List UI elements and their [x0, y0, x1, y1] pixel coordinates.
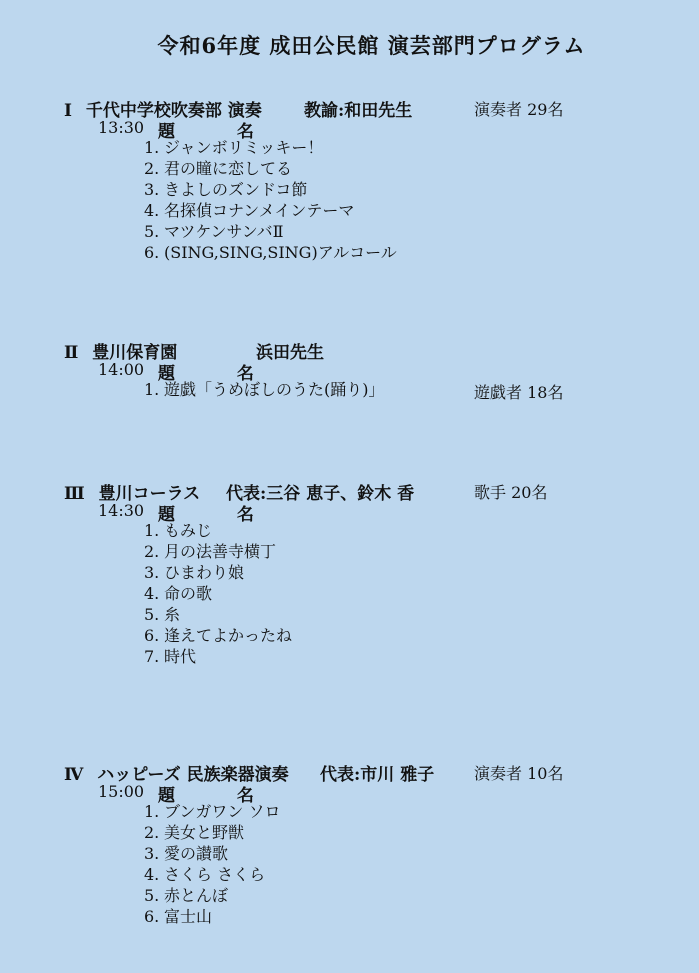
song-list	[144, 137, 397, 263]
list-item: 3. きよしのズンドコ節	[144, 180, 308, 199]
list-item: 1. もみじ	[144, 521, 213, 540]
section-numeral: Ⅰ	[64, 101, 72, 121]
group-name: ハッピーズ 民族楽器演奏	[97, 765, 289, 785]
start-time: 14:30	[98, 501, 145, 520]
titles-label: 題 名	[158, 786, 282, 806]
leader-name: 教諭:和田先生	[304, 101, 413, 121]
group-name: 千代中学校吹奏部 演奏	[85, 101, 262, 121]
start-time: 15:00	[98, 782, 145, 801]
leader-name: 代表:市川 雅子	[320, 765, 435, 785]
performer-count: 演奏者 29名	[474, 100, 564, 119]
list-item: 7. 時代	[144, 647, 197, 666]
group-name: 豊川保育園	[92, 343, 178, 363]
list-item: 2. 美女と野獣	[144, 823, 245, 842]
start-time: 13:30	[98, 118, 145, 137]
leader-name: 代表:三谷 恵子、鈴木 香	[226, 484, 415, 504]
titles-label: 題 名	[158, 364, 282, 384]
list-item: 5. 赤とんぼ	[144, 886, 229, 905]
list-item: 4. 名探偵コナンメインテーマ	[144, 201, 355, 220]
song-list	[144, 801, 280, 927]
list-item: 3. 愛の讃歌	[144, 844, 229, 863]
performer-count: 歌手 20名	[474, 483, 548, 502]
list-item: 4. 命の歌	[144, 584, 213, 603]
list-item: 5. 糸	[144, 605, 181, 624]
list-item: 1. 遊戯「うめぼしのうた(踊り)」	[144, 380, 385, 399]
list-item: 1. ジャンボリミッキー！	[144, 138, 324, 157]
list-item: 6. 逢えてよかったね	[144, 626, 293, 645]
performer-count: 演奏者 10名	[474, 764, 564, 783]
section-numeral: Ⅳ	[64, 765, 84, 785]
group-name: 豊川コーラス	[98, 484, 201, 504]
section-numeral: Ⅲ	[64, 484, 85, 504]
song-list	[144, 520, 292, 667]
list-item: 3. ひまわり娘	[144, 563, 245, 582]
list-item: 6. 富士山	[144, 907, 213, 926]
list-item: 6. (SING,SING,SING)アルコール	[144, 243, 397, 262]
titles-label: 題 名	[158, 122, 282, 142]
performer-count: 遊戯者 18名	[474, 383, 564, 402]
start-time: 14:00	[98, 360, 145, 379]
list-item: 2. 君の瞳に恋してる	[144, 159, 293, 178]
titles-label: 題 名	[158, 505, 282, 525]
list-item: 4. さくら さくら	[144, 865, 266, 884]
list-item: 5. マツケンサンバⅡ	[144, 222, 284, 241]
section-numeral: Ⅱ	[64, 343, 79, 363]
song-list	[144, 379, 385, 400]
list-item: 2. 月の法善寺横丁	[144, 542, 277, 561]
list-item: 1. ブンガワン ソロ	[144, 802, 281, 821]
leader-name: 浜田先生	[256, 343, 324, 363]
program-title: 令和6年度 成田公民館 演芸部門プログラム	[157, 33, 586, 58]
